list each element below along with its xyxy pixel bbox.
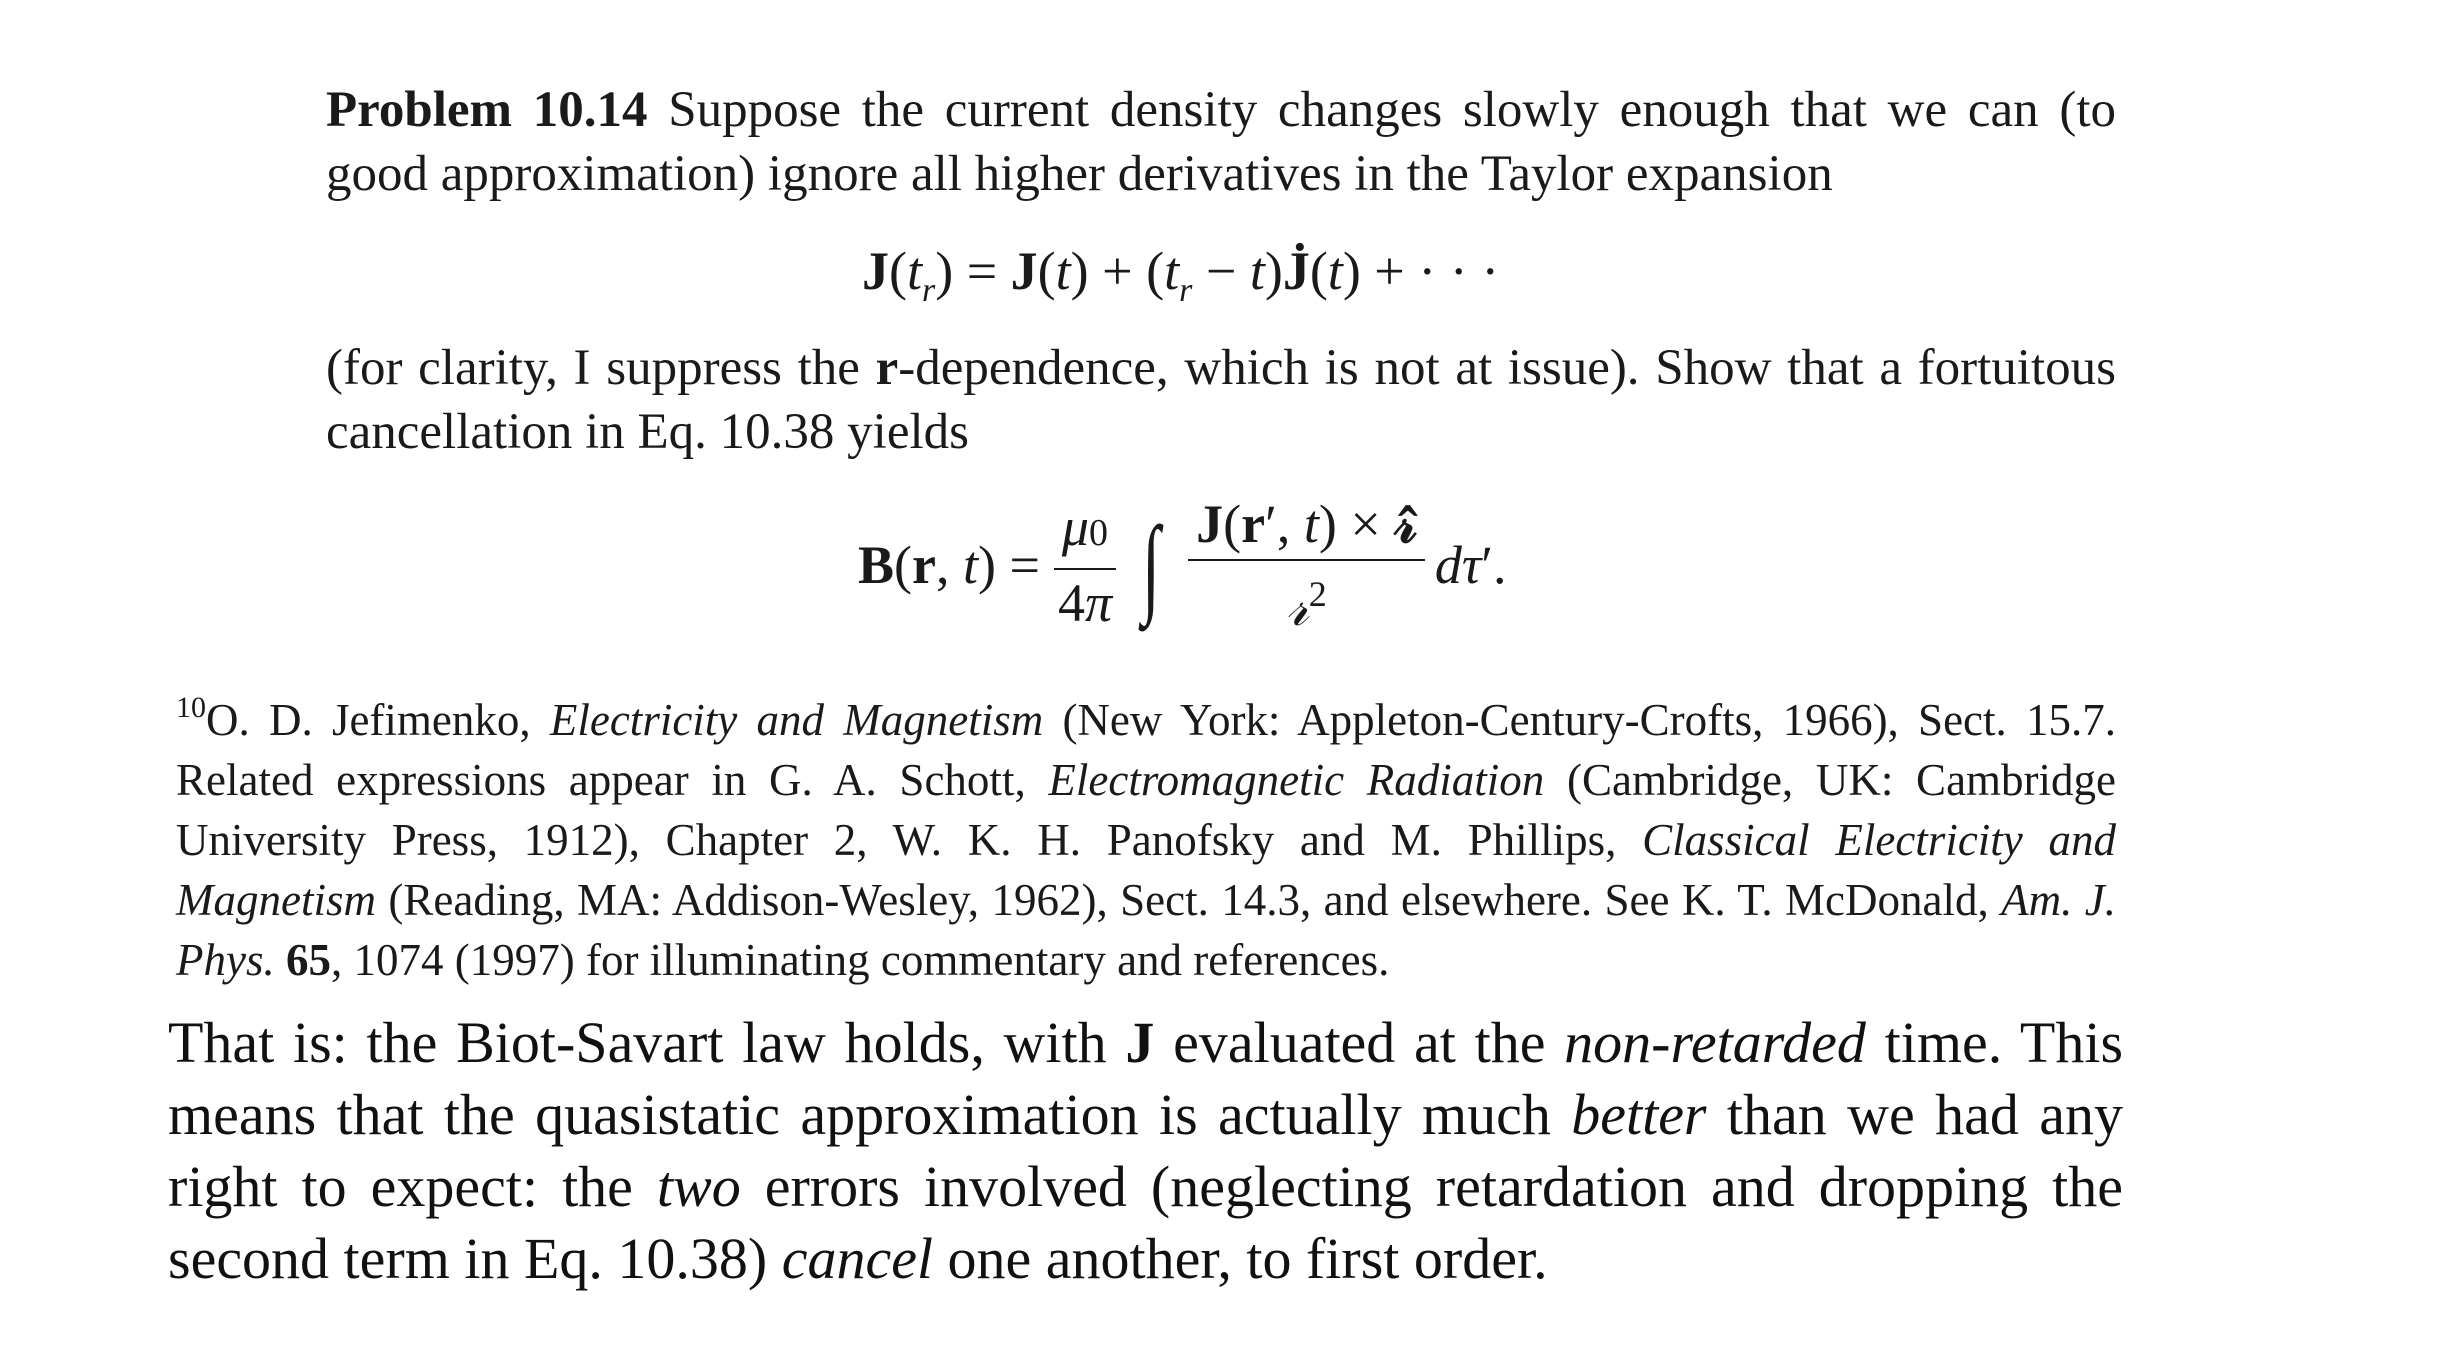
commentary-text: than we had any right to expect: the [168, 1082, 2123, 1219]
commentary-text: one another, to first order. [933, 1226, 1548, 1291]
commentary-emphasis: non-retarded [1564, 1010, 1866, 1075]
footnote-marker: 10 [176, 691, 206, 724]
problem-intro: Suppose the current density changes slowly enough that we can (to good approximation) ignore all higher derivatives in the Taylor expansion [326, 82, 2116, 202]
commentary-paragraph [168, 1007, 2123, 1295]
footnote-text: (New York: Appleton-Century-Crofts, 1966), Sect. 15.7. Related expressions appear in G. A. Schott, [176, 695, 2116, 805]
footnote-book-title: Classical Electricity and Magnetism [176, 815, 2116, 925]
problem-continuation [326, 336, 2116, 464]
footnote-text: O. D. Jefimenko, [206, 695, 550, 745]
commentary-text: evaluated at the [1154, 1010, 1565, 1075]
commentary-text: time. This means that the quasistatic approximation is actually much [168, 1010, 2124, 1147]
commentary-text: errors involved (neglecting retardation and dropping the second term in Eq. 10.38) [168, 1154, 2123, 1291]
footnote-text: , 1074 (1997) for illuminating commentary and references. [330, 935, 1390, 985]
fraction-integrand: $\frac{\text{J(r′, t) × 𝓇̂}}{𝓇^2}$ [1188, 495, 1425, 636]
commentary-text: That is: the Biot-Savart law holds, with [168, 1010, 1126, 1075]
continuation-text-2: -dependence, which is not at issue). Show that a fortuitous cancellation in Eq. 10.38 yields [326, 340, 2116, 460]
footnote-book-title: Electromagnetic Radiation [1048, 755, 1545, 805]
footnote-book-title: Electricity and Magnetism [549, 695, 1044, 745]
commentary-emphasis: better [1571, 1082, 1707, 1147]
integral-sign: ∫ [1142, 504, 1161, 626]
footnote-10 [176, 690, 2116, 990]
footnote-text [275, 935, 286, 985]
commentary-bold-j: J [1125, 1010, 1155, 1075]
fraction-mu0-4pi: $\frac{\mu 0}{4\pi}$ [1050, 498, 1120, 632]
problem-number: Problem 10.14 [326, 82, 648, 138]
footnote-text: (Cambridge, UK: Cambridge University Press, 1912), Chapter 2, W. K. H. Panofsky and M. Phillips, [176, 755, 2117, 865]
footnote-journal: Am. J. Phys. [176, 875, 2116, 985]
equation-biot-savart: B(r, t) = $\frac{\mu 0}{4\pi}$ ∫ $\frac{\text{J(r′, t) × 𝓇̂}}{𝓇^2}$ dτ′. [858, 493, 1507, 637]
problem-statement [326, 78, 2116, 206]
commentary-emphasis: two [656, 1154, 741, 1219]
continuation-text-1: (for clarity, I suppress the [326, 340, 860, 396]
commentary-emphasis: cancel [781, 1226, 934, 1291]
footnote-text: (Reading, MA: Addison-Wesley, 1962), Sect. 14.3, and elsewhere. See K. T. McDonald, [375, 875, 2002, 925]
bold-r: r [875, 340, 899, 396]
footnote-volume: 65 [285, 935, 331, 985]
equation-taylor-expansion: $J(t_r) = J(t) + (t_r$ − t)J̇(t) + · · · [862, 241, 1500, 309]
